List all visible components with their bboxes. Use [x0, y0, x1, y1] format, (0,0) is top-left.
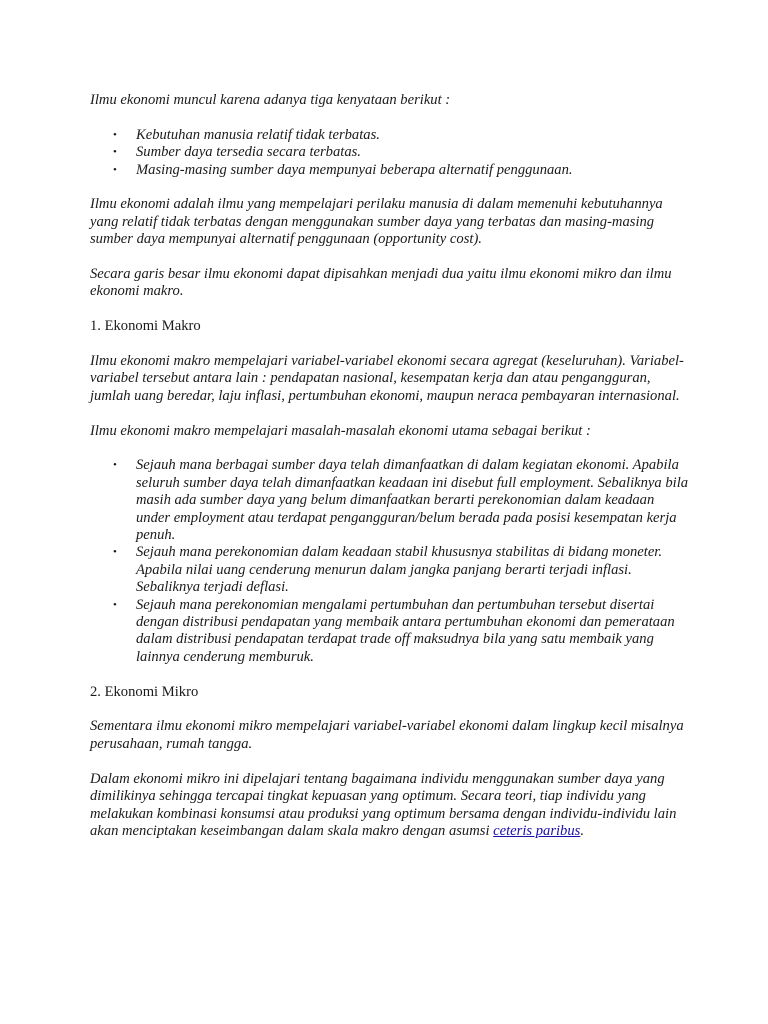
intro-paragraph: Ilmu ekonomi muncul karena adanya tiga kenyataan berikut : [90, 92, 451, 108]
intro-list [90, 127, 690, 179]
list-item: • Kebutuhan manusia relatif tidak terbatas. [113, 126, 380, 143]
document-body [90, 92, 690, 858]
bullet-icon: • [113, 598, 117, 611]
bullet-icon: • [113, 459, 117, 472]
bullet-icon: • [113, 128, 117, 141]
division-paragraph: Secara garis besar ilmu ekonomi dapat dipisahkan menjadi dua yaitu ilmu ekonomi mikro dan ilmu ekonomi makro. [90, 266, 672, 300]
mikro-detail-paragraph: Dalam ekonomi mikro ini dipelajari tentang bagaimana individu menggunakan sumber daya yang dimilikinya sehingga tercapai tingkat kepuasan yang optimum. Secara teori, tiap individu yang melakukan kombinasi konsumsi atau produksi yang optimum bersama dengan individu-individu lain akan menciptakan keseimbangan dalam skala makro dengan asumsi ceteris paribus. [90, 770, 677, 839]
list-item: • Masing-masing sumber daya mempunyai beberapa alternatif penggunaan. [113, 161, 573, 178]
bullet-icon: • [113, 146, 117, 159]
definition-paragraph: Ilmu ekonomi adalah ilmu yang mempelajari perilaku manusia di dalam memenuhi kebutuhannya yang relatif tidak terbatas dengan menggunakan sumber daya yang terbatas dan masing-masing sumber daya mempunyai alternatif penggunaan (opportunity cost). [90, 196, 663, 248]
list-item: • Sejauh mana perekonomian mengalami pertumbuhan dan pertumbuhan tersebut disertai dengan distribusi pendapatan yang membaik antara pertumbuhan ekonomi dan pemerataan dalam distribusi pendapatan terdapat trade off maksudnya bila yang satu membaik yang lainnya cenderung memburuk. [113, 596, 675, 665]
makro-description: Ilmu ekonomi makro mempelajari variabel-variabel ekonomi secara agregat (keseluruhan). Variabel-variabel tersebut antara lain : pendapatan nasional, kesempatan kerja dan atau pengangguran, jumlah uang beredar, laju inflasi, pertumbuhan ekonomi, maupun neraca pembayaran internasional. [90, 353, 684, 404]
list-item: • Sejauh mana berbagai sumber daya telah dimanfaatkan di dalam kegiatan ekonomi. Apabila seluruh sumber daya telah dimanfaatkan keadaan ini disebut full employment. Sebaliknya bila masih ada sumber daya yang belum dimanfaatkan berarti perekonomian dalam keadaan under employment atau terdapat pengangguran/belum berada pada posisi kesempatan kerja penuh. [113, 457, 689, 544]
list-item: • Sejauh mana perekonomian dalam keadaan stabil khususnya stabilitas di bidang moneter. Apabila nilai uang cenderung menurun dalam jangka panjang berarti terjadi inflasi. Sebaliknya terjadi deflasi. [113, 544, 663, 596]
makro-problems-list [90, 457, 690, 666]
heading-ekonomi-makro: 1. Ekonomi Makro [90, 318, 201, 335]
heading-ekonomi-mikro: 2. Ekonomi Mikro [90, 683, 199, 700]
makro-problems-intro: Ilmu ekonomi makro mempelajari masalah-masalah ekonomi utama sebagai berikut : [90, 422, 591, 439]
bullet-icon: • [113, 546, 117, 559]
ceteris-paribus-link[interactable]: ceteris paribus [493, 822, 581, 839]
mikro-description: Sementara ilmu ekonomi mikro mempelajari variabel-variabel ekonomi dalam lingkup kecil misalnya perusahaan, rumah tangga. [90, 718, 684, 752]
bullet-icon: • [113, 163, 117, 176]
list-item: • Sumber daya tersedia secara terbatas. [113, 144, 361, 161]
